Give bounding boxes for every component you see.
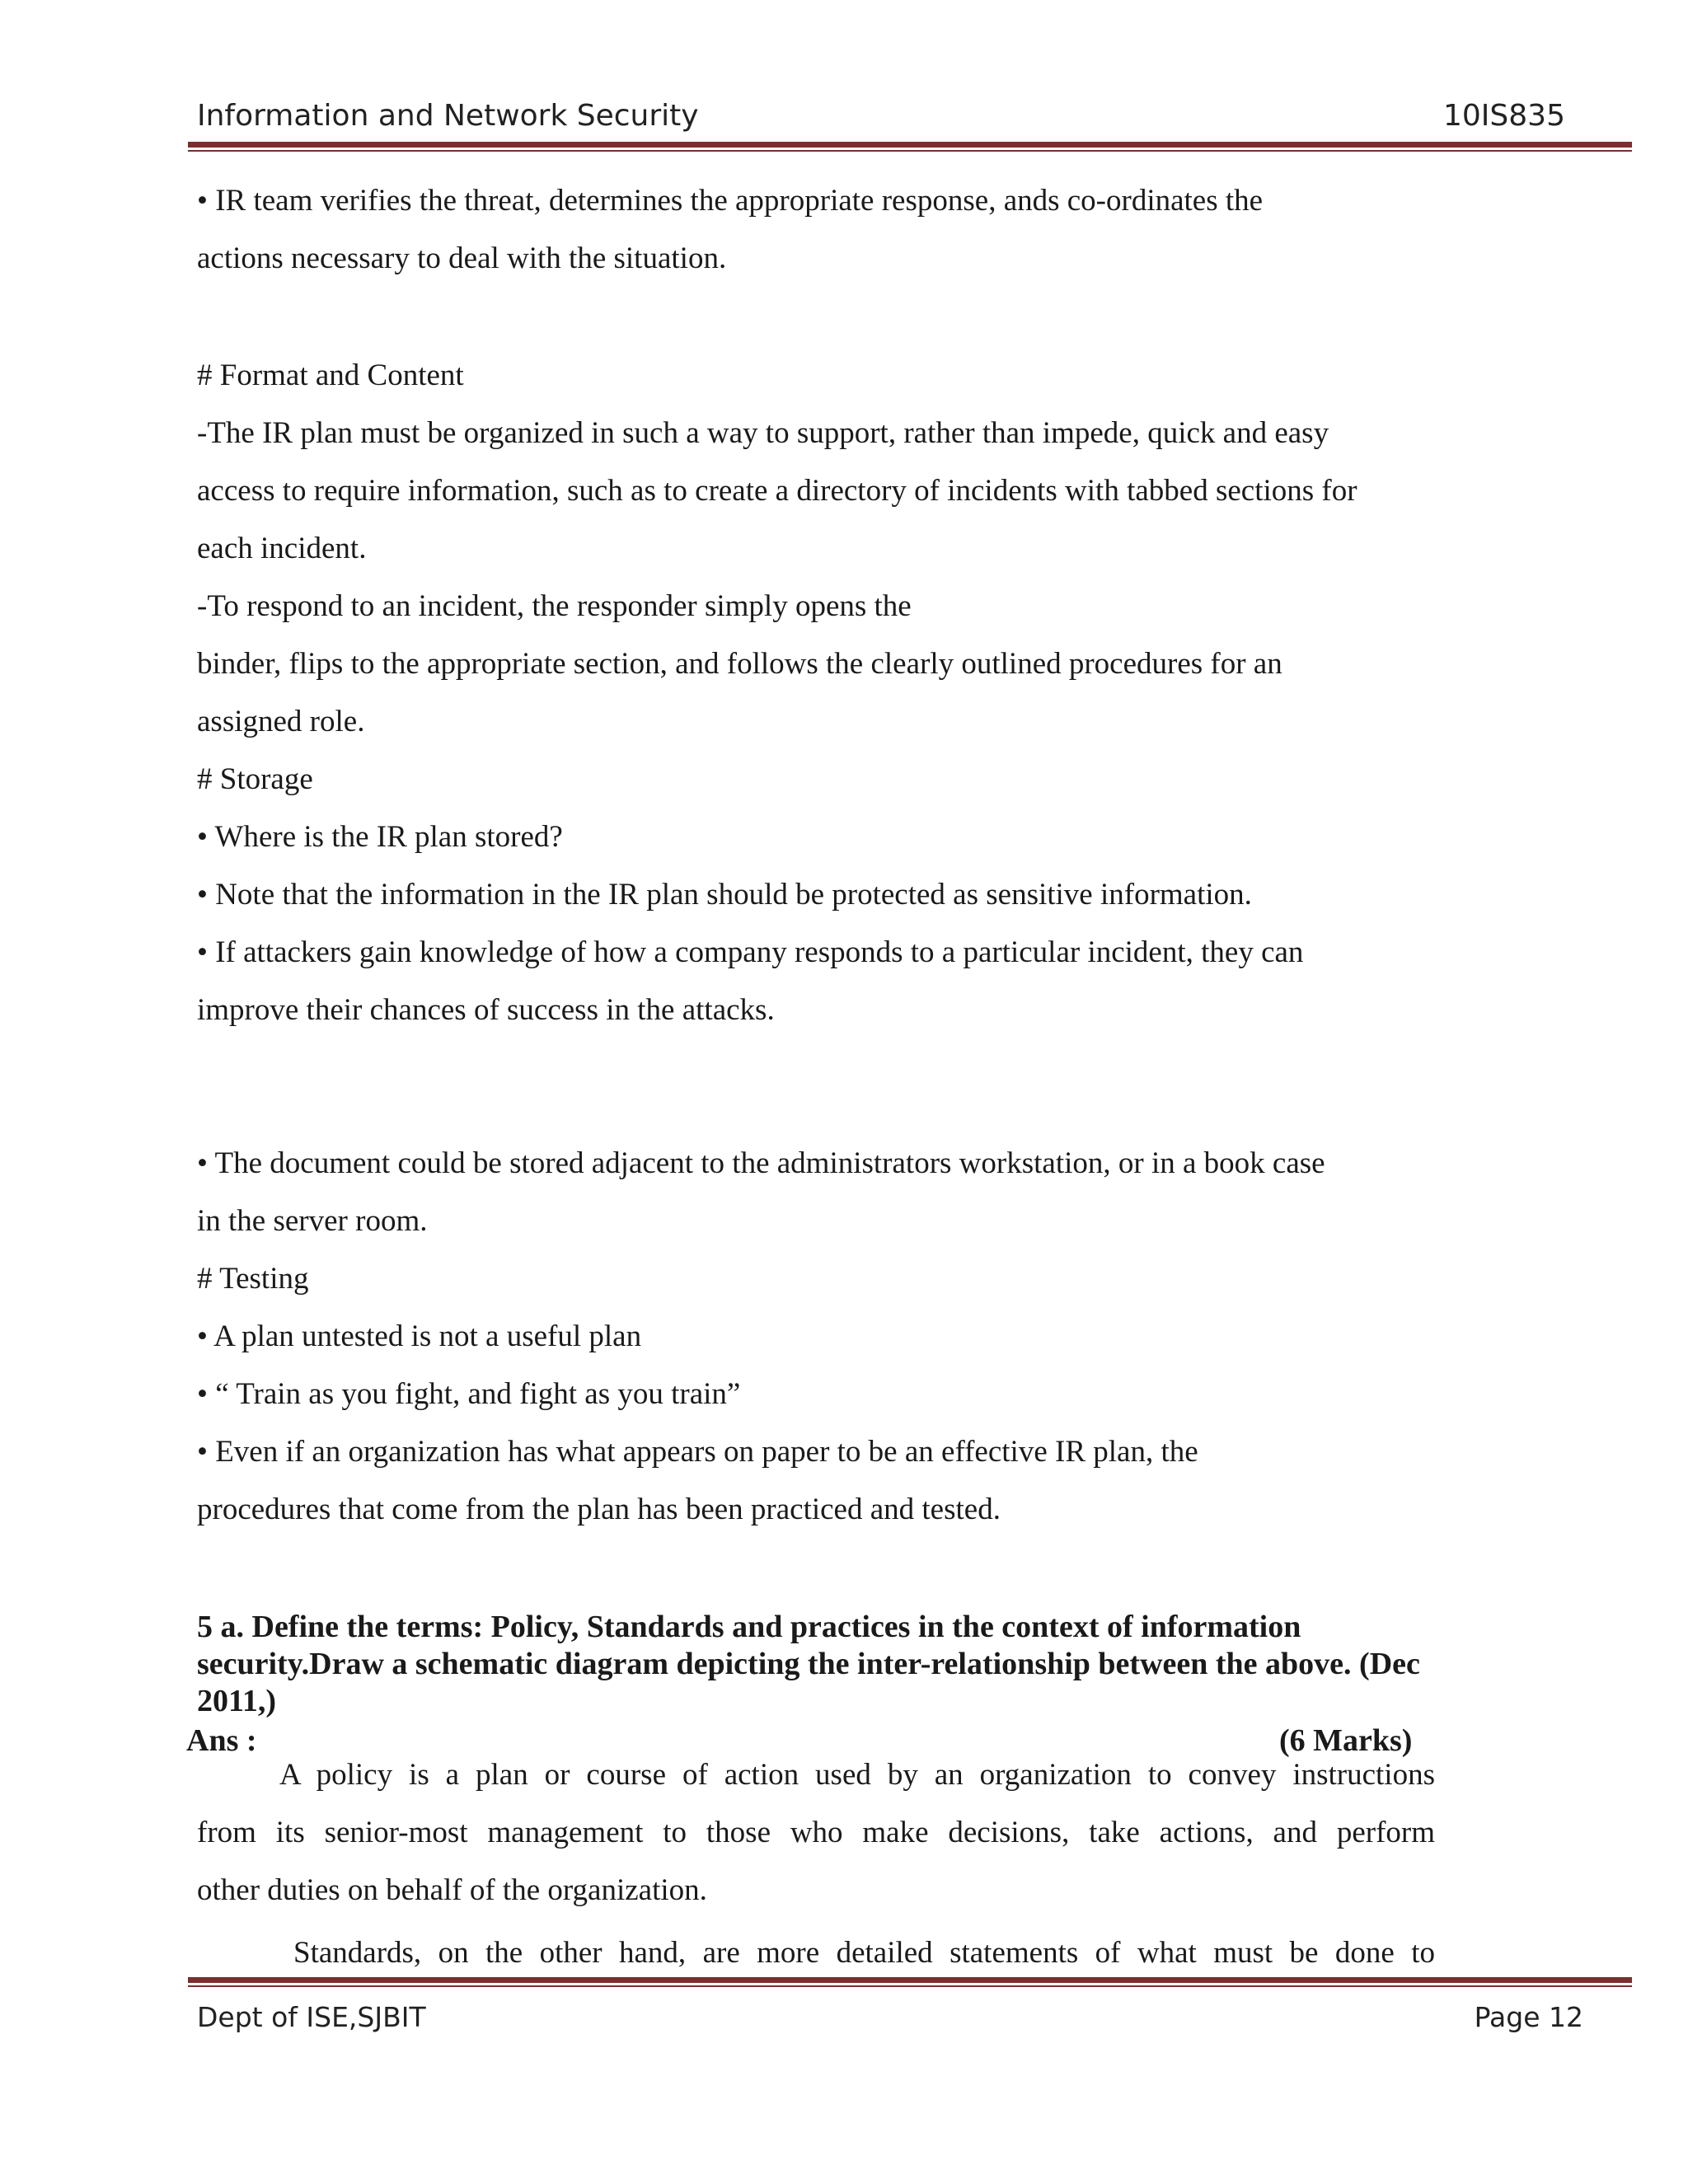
text-line: in the server room. (197, 1204, 428, 1238)
text-line: • Where is the IR plan stored? (197, 820, 563, 854)
footer-rule-thin (188, 1985, 1632, 1987)
text-line: • Even if an organization has what appears on paper to be an effective IR plan, the (197, 1435, 1198, 1469)
footer-rule (188, 1977, 1632, 1983)
answer-line: A policy is a plan or course of action used by an organization to convey instructions (279, 1758, 1435, 1792)
text-line: each incident. (197, 532, 367, 565)
footer-department: Dept of ISE,SJBIT (197, 2001, 426, 2033)
section-heading-testing: # Testing (197, 1262, 309, 1296)
text-line: • If attackers gain knowledge of how a company responds to a particular incident, they can (197, 935, 1304, 969)
question-heading: 5 a. Define the terms: Policy, Standards and practices in the context of information security.Draw a schematic diagram depicting the inter-relationship between the above. (Dec 2011,) (197, 1610, 1420, 1718)
header-course-code: 10IS835 (1443, 99, 1565, 133)
footer-page-number: Page 12 (1474, 2001, 1583, 2033)
section-heading-storage: # Storage (197, 762, 313, 796)
text-line: -The IR plan must be organized in such a way to support, rather than impede, quick and easy (197, 416, 1329, 450)
section-heading-format: # Format and Content (197, 359, 464, 392)
text-line: • Note that the information in the IR plan should be protected as sensitive information. (197, 878, 1252, 912)
marks-label: (6 Marks) (1279, 1723, 1413, 1758)
header-rule-thin (188, 150, 1632, 152)
header-rule (188, 142, 1632, 148)
text-line: assigned role. (197, 705, 365, 738)
answer-line: from its senior-most management to those who make decisions, take actions, and perform (197, 1816, 1435, 1849)
answer-label: Ans : (186, 1723, 257, 1758)
page-header (197, 99, 1565, 140)
text-line: improve their chances of success in the attacks. (197, 993, 775, 1027)
text-line: binder, flips to the appropriate section, and follows the clearly outlined procedures for an (197, 647, 1282, 681)
text-line: • A plan untested is not a useful plan (197, 1319, 642, 1353)
text-line: • The document could be stored adjacent to the administrators workstation, or in a book case (197, 1146, 1325, 1180)
text-line: access to require information, such as to create a directory of incidents with tabbed sections for (197, 474, 1357, 508)
text-line: -To respond to an incident, the responder simply opens the (197, 589, 912, 623)
text-line: actions necessary to deal with the situation. (197, 241, 727, 275)
text-line: • “ Train as you fight, and fight as you train” (197, 1377, 741, 1411)
answer-line: Standards, on the other hand, are more detailed statements of what must be done to (293, 1936, 1435, 1970)
text-line: procedures that come from the plan has been practiced and tested. (197, 1493, 1001, 1526)
header-title: Information and Network Security (197, 99, 699, 133)
answer-line: other duties on behalf of the organization. (197, 1873, 707, 1907)
text-line: • IR team verifies the threat, determines the appropriate response, ands co-ordinates the (197, 184, 1264, 218)
